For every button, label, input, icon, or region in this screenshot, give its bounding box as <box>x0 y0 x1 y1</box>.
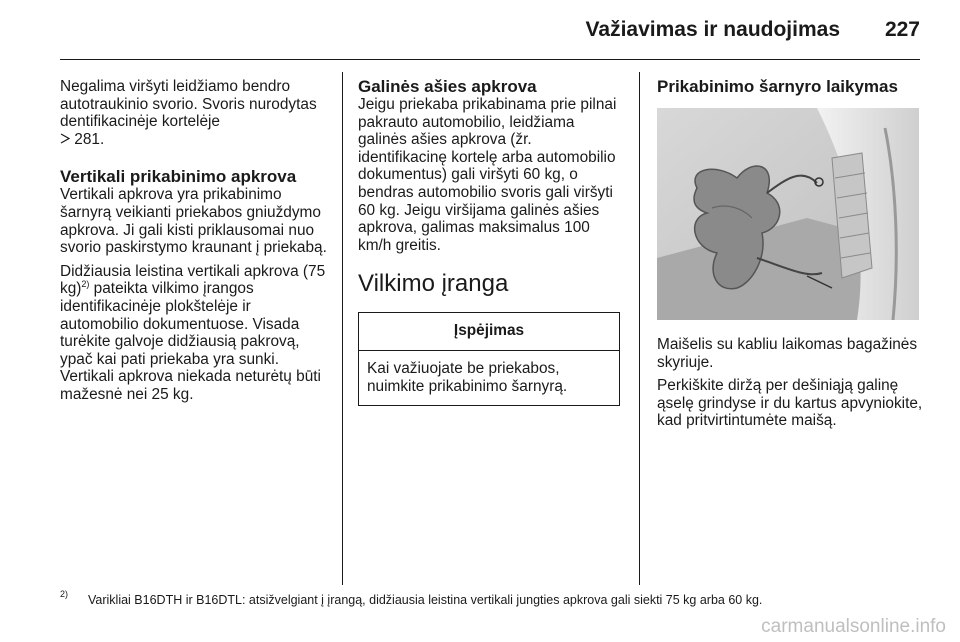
intro-paragraph <box>60 78 332 148</box>
rear-axle-heading: Galinės ašies apkrova <box>358 77 537 96</box>
header-rule <box>60 59 920 60</box>
vertical-load-heading: Vertikali prikabinimo apkrova <box>60 167 297 187</box>
towing-equipment-heading: Vilkimo įranga <box>358 270 509 298</box>
warning-title: Įspėjimas <box>359 313 619 351</box>
column-divider-2 <box>639 72 640 585</box>
storage-instructions: Perkiškite diržą per dešiniąją galinę ąselę grindyse ir du kartus apvyniokite, kad pritvirtintumėte maišą. <box>657 377 923 430</box>
rear-axle-paragraph: Jeigu priekaba prikabinama prie pilnai pakrauto automobilio, leidžiama galinės ašies apkrova (žr. identifikacinę kortelę arba automobilio dokumentus) gali viršyti 60 kg, o bendras automobilio svoris gali viršyti 60 kg. Jeigu viršijama galinės ašies apkrova, galimas maksimalus 100 km/h greitis. <box>358 96 617 254</box>
luggage-compartment-photo <box>657 108 919 320</box>
column-2 <box>358 78 624 406</box>
p2-after: pateikta vilkimo įrangos identifikacinėje plokštelėje ir automobilio dokumentuose. Visada turėkite galvoje didžiausią pakrovą, ypač kai pati priekaba yra sunki. Vertikali apkrova niekada neturėtų būti mažesnė nei 25 kg. <box>60 280 321 403</box>
section-title: Važiavimas ir naudojimas <box>585 18 840 41</box>
photo-caption: Maišelis su kabliu laikomas bagažinės skyriuje. <box>657 336 918 371</box>
storage-heading: Prikabinimo šarnyro laikymas <box>657 77 898 96</box>
intro-text: Negalima viršyti leidžiamo bendro autotraukinio svorio. Svoris nurodytas dentifikacinėje kortelėje <box>60 78 317 131</box>
vertical-load-paragraph-2 <box>60 263 332 404</box>
vertical-load-paragraph-1: Vertikali apkrova yra prikabinimo šarnyrą veikianti priekabos gniuždymo apkrova. Ji gali kisti priklausomai nuo svorio paskirstymo kraunant į priekabą. <box>60 186 327 257</box>
p2-before: Didžiausia leistina vertikali apkrova (75 kg) <box>60 262 326 298</box>
watermark: carmanualsonline.info <box>761 616 946 637</box>
intro-page-ref[interactable]: 281. <box>74 130 105 148</box>
column-divider-1 <box>342 72 343 585</box>
page-ref-icon <box>60 131 70 149</box>
column-1 <box>60 78 332 410</box>
page-header <box>60 18 920 46</box>
column-3 <box>657 78 923 436</box>
warning-box <box>358 312 620 406</box>
footnote-ref: 2) <box>81 279 90 290</box>
footnote-text: Varikliai B16DTH ir B16DTL: atsižvelgiant į įrangą, didžiausia leistina vertikali jungties apkrova gali siekti 75 kg arba 60 kg. <box>88 593 763 607</box>
footnote-mark: 2) <box>60 589 69 599</box>
warning-text: Kai važiuojate be priekabos, nuimkite prikabinimo šarnyrą. <box>367 359 568 395</box>
page-number: 227 <box>884 18 920 41</box>
